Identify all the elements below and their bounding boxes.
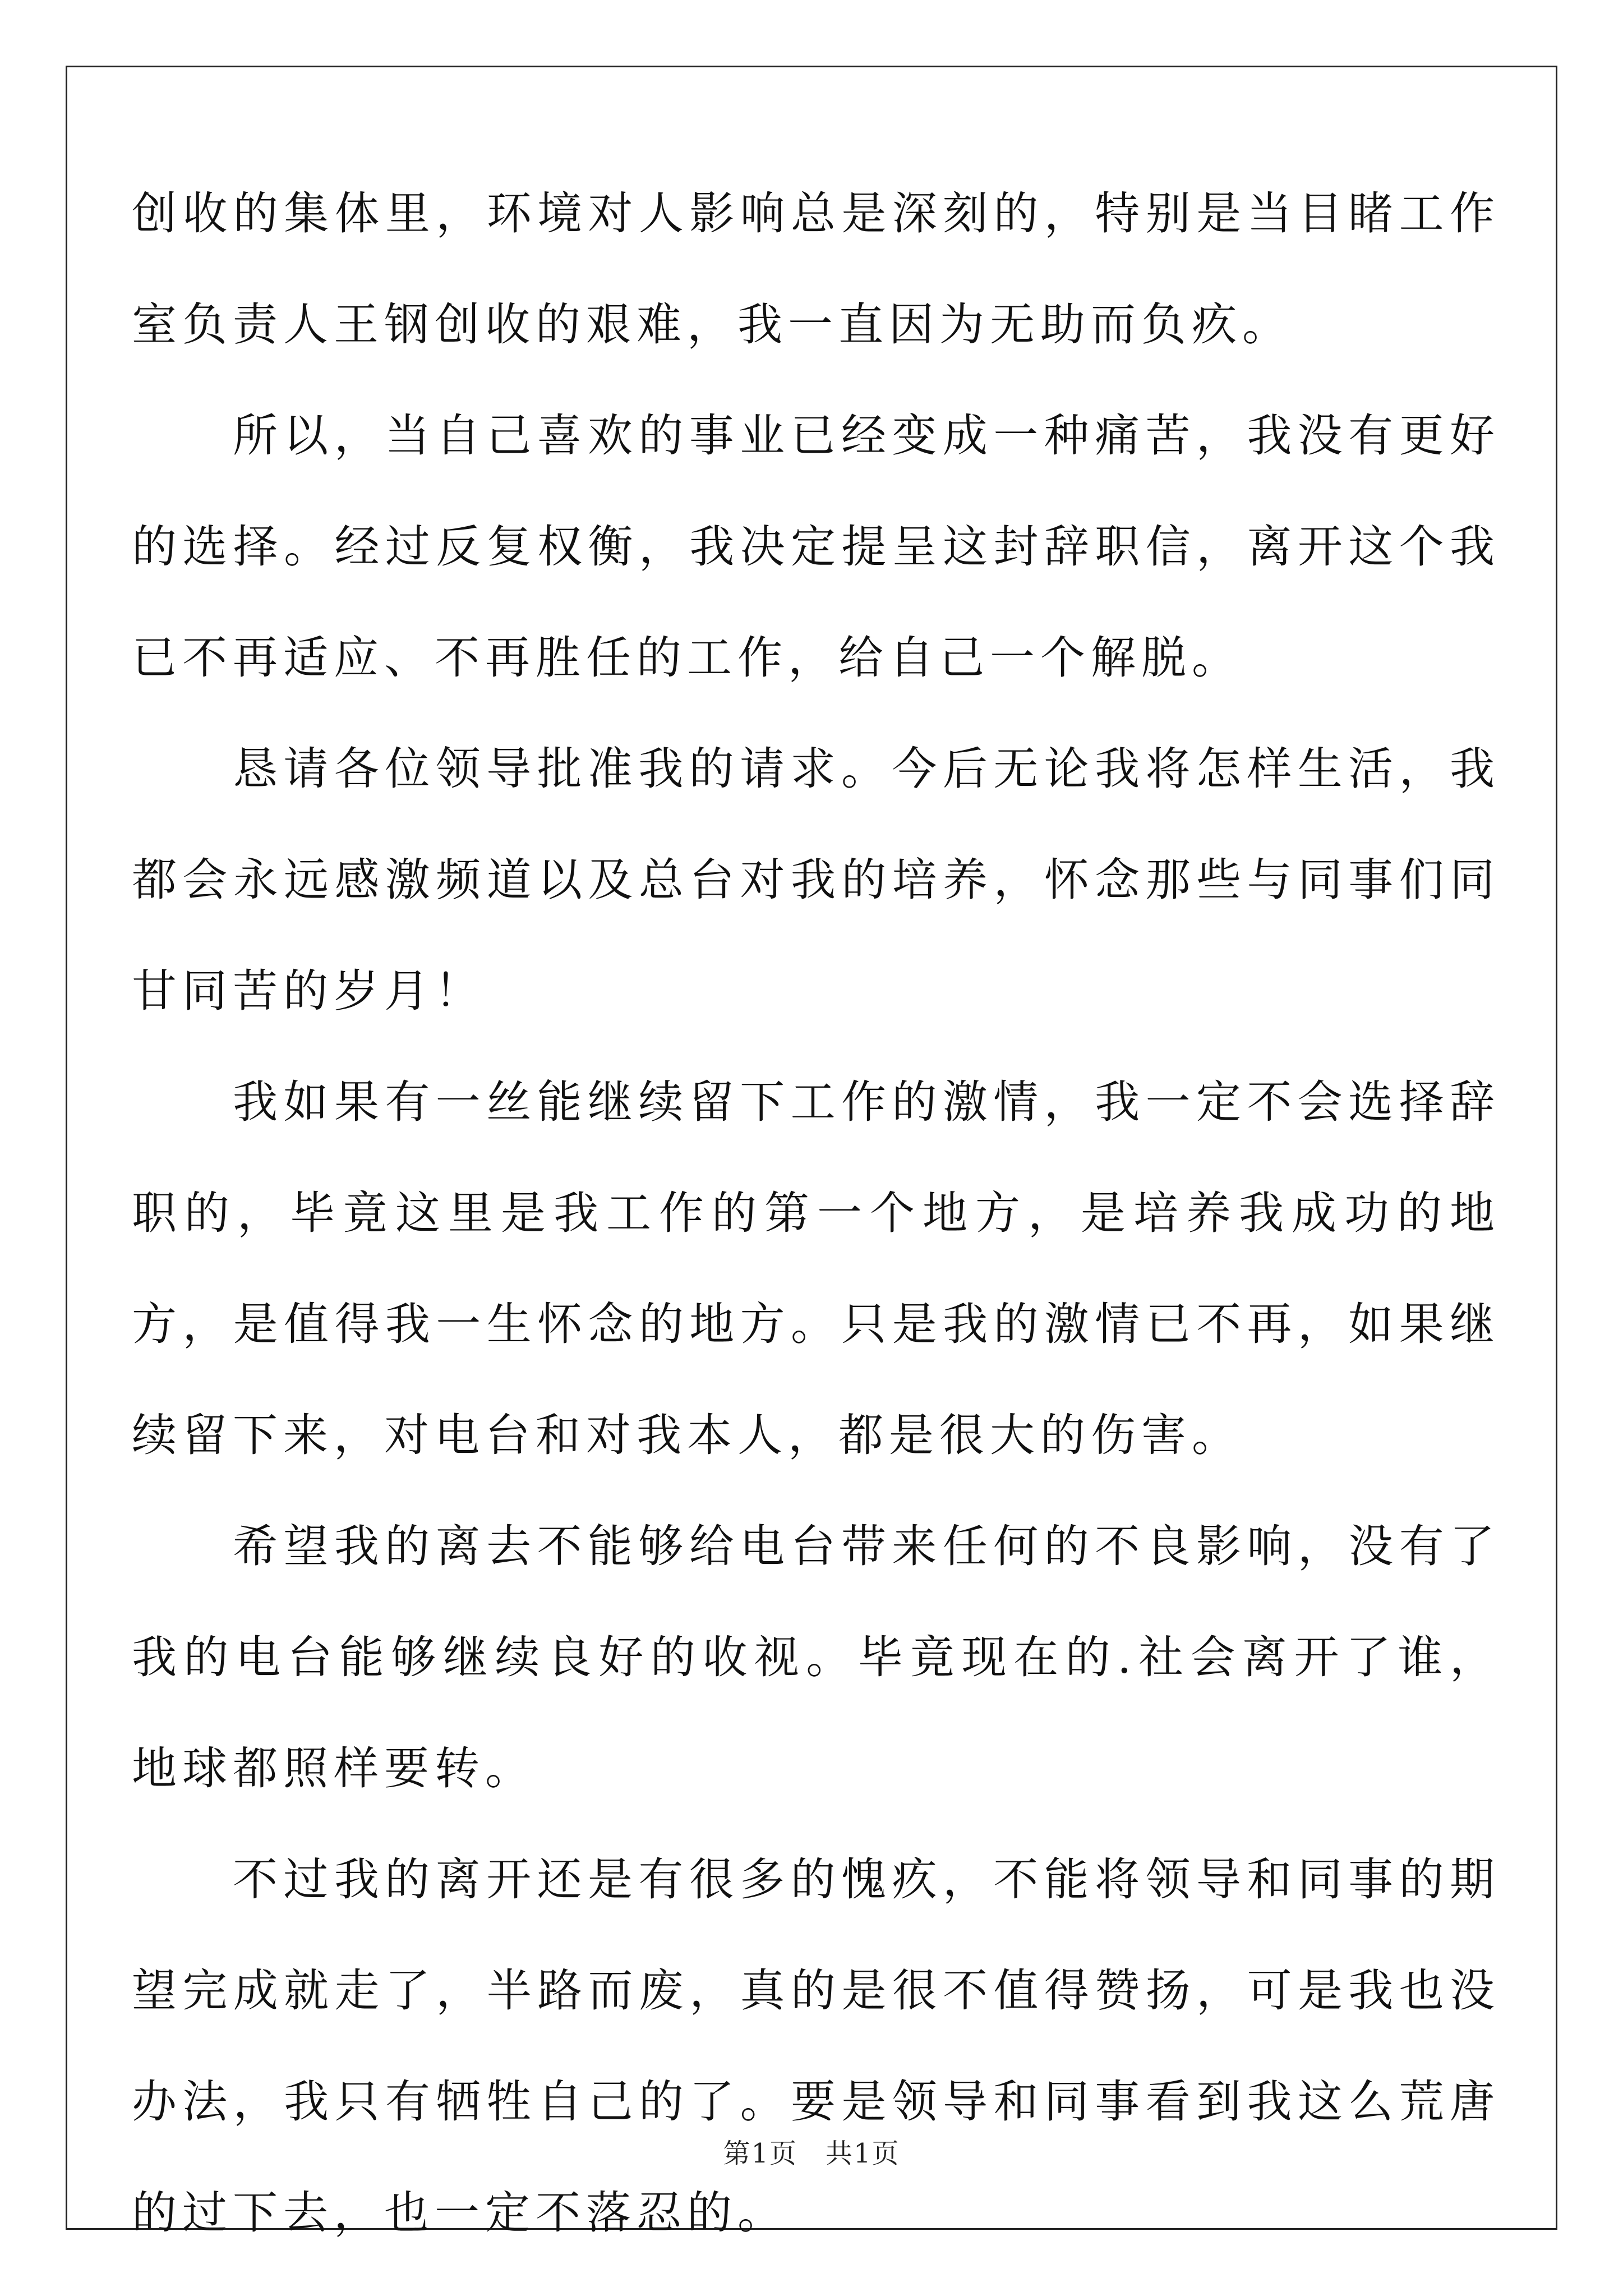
page-footer [0,2132,1623,2170]
paragraph: 恳请各位领导批准我的请求。今后无论我将怎样生活，我都会永远感激频道以及总台对我的培养，怀念那些与同事们同甘同苦的岁月！ [132,743,1500,1017]
document-body [132,158,1500,2269]
paragraph: 我如果有一丝能继续留下工作的激情，我一定不会选择辞职的，毕竟这里是我工作的第一个地方，是培养我成功的地方，是值得我一生怀念的地方。只是我的激情已不再，如果继续留下来，对电台和对我本人，都是很大的伤害。 [132,1076,1500,1461]
paragraph: 创收的集体里，环境对人影响总是深刻的，特别是当目睹工作室负责人王钢创收的艰难，我一直因为无助而负疚。 [132,187,1500,351]
paragraph: 所以，当自己喜欢的事业已经变成一种痛苦，我没有更好的选择。经过反复权衡，我决定提呈这封辞职信，离开这个我已不再适应、不再胜任的工作，给自己一个解脱。 [132,409,1500,684]
paragraph: 希望我的离去不能够给电台带来任何的不良影响，没有了我的电台能够继续良好的收视。毕竟现在的.社会离开了谁，地球都照样要转。 [132,1520,1500,1795]
page-number: 第1页 [723,2138,797,2169]
paragraph: 不过我的离开还是有很多的愧疚，不能将领导和同事的期望完成就走了，半路而废，真的是很不值得赞扬，可是我也没办法，我只有牺牲自己的了。要是领导和同事看到我这么荒唐的过下去，也一定不落忍的。 [132,1853,1500,2239]
page-count: 共1页 [826,2138,900,2169]
